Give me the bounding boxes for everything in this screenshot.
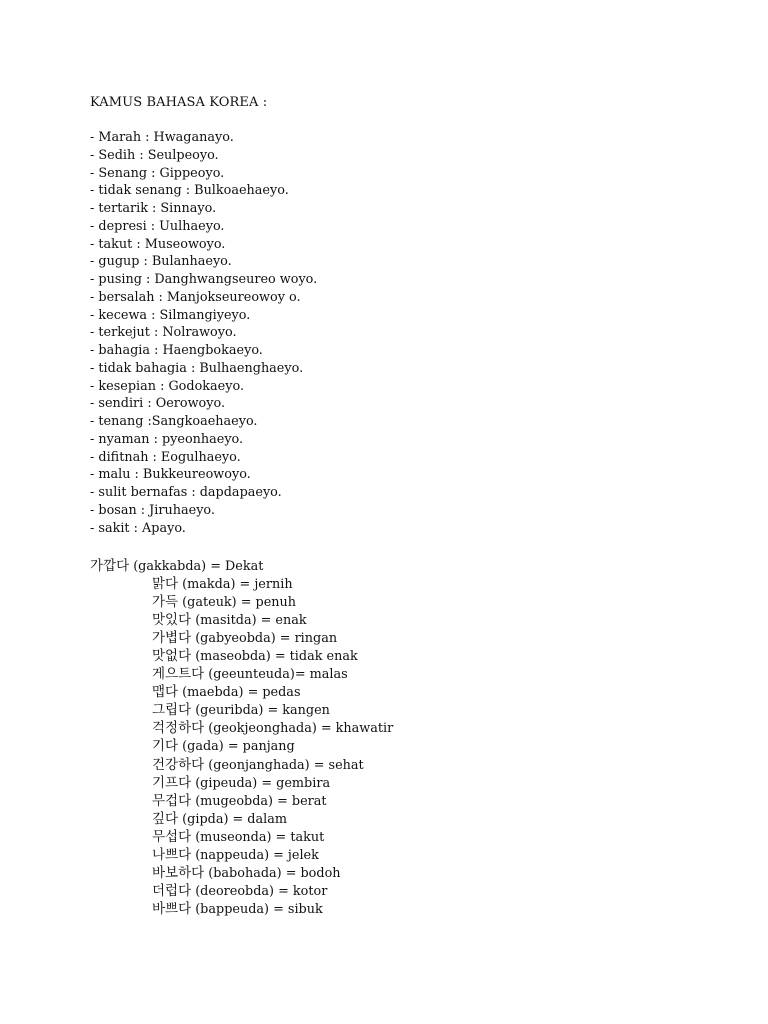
- hangul-word: 더럽다: [152, 882, 192, 899]
- vocab-definition: (masitda) = enak: [191, 613, 307, 629]
- hangul-word: 걱정하다: [152, 720, 205, 737]
- vocab-definition: (gakkabda) = Dekat: [129, 559, 264, 574]
- hangul-word: 가깝다: [90, 558, 130, 574]
- vocab-item: [90, 828, 393, 846]
- vocab-item: [90, 737, 393, 755]
- vocab-item: [90, 629, 393, 647]
- list-item: - bersalah : Manjokseureowoy o.: [90, 289, 301, 305]
- list-item: - Marah : Hwaganayo.: [90, 130, 234, 145]
- vocab-item: [90, 882, 393, 900]
- hangul-word: 게으트다: [152, 666, 205, 683]
- vocab-item: [90, 575, 393, 593]
- list-item: - terkejut : Nolrawoyo.: [90, 325, 237, 341]
- list-item: - kesepian : Godokaeyo.: [90, 378, 245, 394]
- hangul-word: 나쁘다: [152, 846, 192, 863]
- list-item: - depresi : Uulhaeyo.: [90, 218, 225, 234]
- vocab-item: [90, 665, 393, 683]
- hangul-word: 기다: [152, 738, 179, 755]
- hangul-word: 가득: [152, 594, 179, 611]
- vocab-item: [90, 557, 393, 575]
- vocab-definition: (gada) = panjang: [178, 739, 295, 755]
- list-item: - tenang :Sangkoaehaeyo.: [90, 414, 258, 429]
- hangul-word: 가볍다: [152, 630, 192, 647]
- vocab-definition: (gabyeobda) = ringan: [191, 631, 338, 647]
- hangul-word: 맛있다: [152, 612, 192, 629]
- vocab-item: [90, 756, 393, 774]
- vocab-item: [90, 683, 393, 701]
- list-item: - bahagia : Haengbokaeyo.: [90, 343, 263, 358]
- vocab-item: [90, 900, 393, 918]
- vocab-item: [90, 864, 393, 882]
- list-item: - tidak bahagia : Bulhaenghaeyo.: [90, 360, 304, 376]
- vocab-definition: (maebda) = pedas: [178, 685, 301, 701]
- vocab-item: [90, 719, 393, 737]
- list-item: - gugup : Bulanhaeyo.: [90, 254, 232, 270]
- vocab-definition: (gateuk) = penuh: [178, 595, 297, 611]
- list-item: - malu : Bukkeureowoyo.: [90, 467, 251, 483]
- vocab-item: [90, 647, 393, 665]
- vocab-definition: (geeunteuda)= malas: [204, 667, 348, 683]
- hangul-word: 맵다: [152, 684, 179, 701]
- hangul-word: 맑다: [152, 576, 179, 593]
- vocab-definition: (geuribda) = kangen: [191, 703, 330, 719]
- vocab-item: [90, 593, 393, 611]
- hangul-word: 기프다: [152, 774, 192, 791]
- hangul-word: 맛없다: [152, 648, 192, 665]
- vocab-definition: (maseobda) = tidak enak: [191, 649, 358, 665]
- list-item: - Sedih : Seulpeoyo.: [90, 147, 219, 163]
- vocab-list: [90, 557, 393, 918]
- vocab-definition: (geokjeonghada) = khawatir: [204, 721, 394, 737]
- hangul-word: 깊다: [152, 810, 179, 827]
- vocab-definition: (makda) = jernih: [178, 577, 293, 593]
- emotion-list: [90, 129, 317, 537]
- list-item: - pusing : Danghwangseureo woyo.: [90, 272, 318, 287]
- list-item: - nyaman : pyeonhaeyo.: [90, 431, 244, 447]
- list-item: - bosan : Jiruhaeyo.: [90, 502, 215, 518]
- list-item: - difitnah : Eogulhaeyo.: [90, 449, 241, 465]
- vocab-definition: (geonjanghada) = sehat: [204, 757, 364, 773]
- list-item: - Senang : Gippeoyo.: [90, 165, 225, 181]
- list-item: - sulit bernafas : dapdapaeyo.: [90, 485, 282, 500]
- vocab-definition: (mugeobda) = berat: [191, 793, 327, 809]
- vocab-definition: (gipeuda) = gembira: [191, 775, 331, 791]
- vocab-definition: (gipda) = dalam: [178, 811, 287, 827]
- page-title: KAMUS BAHASA KOREA :: [90, 95, 268, 110]
- vocab-item: [90, 611, 393, 629]
- list-item: - tidak senang : Bulkoaehaeyo.: [90, 183, 289, 199]
- hangul-word: 무겁다: [152, 792, 192, 809]
- vocab-definition: (nappeuda) = jelek: [191, 847, 319, 863]
- hangul-word: 무섭다: [152, 828, 192, 845]
- list-item: - sakit : Apayo.: [90, 520, 186, 536]
- hangul-word: 바쁘다: [152, 900, 192, 917]
- vocab-item: [90, 810, 393, 828]
- vocab-item: [90, 774, 393, 792]
- vocab-item: [90, 792, 393, 810]
- hangul-word: 건강하다: [152, 756, 205, 773]
- vocab-definition: (museonda) = takut: [191, 829, 325, 845]
- hangul-word: 그립다: [152, 702, 192, 719]
- list-item: - takut : Museowoyo.: [90, 236, 226, 252]
- list-item: - tertarik : Sinnayo.: [90, 201, 217, 216]
- vocab-item: [90, 701, 393, 719]
- vocab-definition: (bappeuda) = sibuk: [191, 901, 323, 917]
- list-item: - sendiri : Oerowoyo.: [90, 396, 226, 412]
- vocab-item: [90, 846, 393, 864]
- vocab-definition: (babohada) = bodoh: [204, 865, 341, 881]
- hangul-word: 바보하다: [152, 864, 205, 881]
- list-item: - kecewa : Silmangiyeyo.: [90, 307, 251, 323]
- vocab-definition: (deoreobda) = kotor: [191, 883, 328, 899]
